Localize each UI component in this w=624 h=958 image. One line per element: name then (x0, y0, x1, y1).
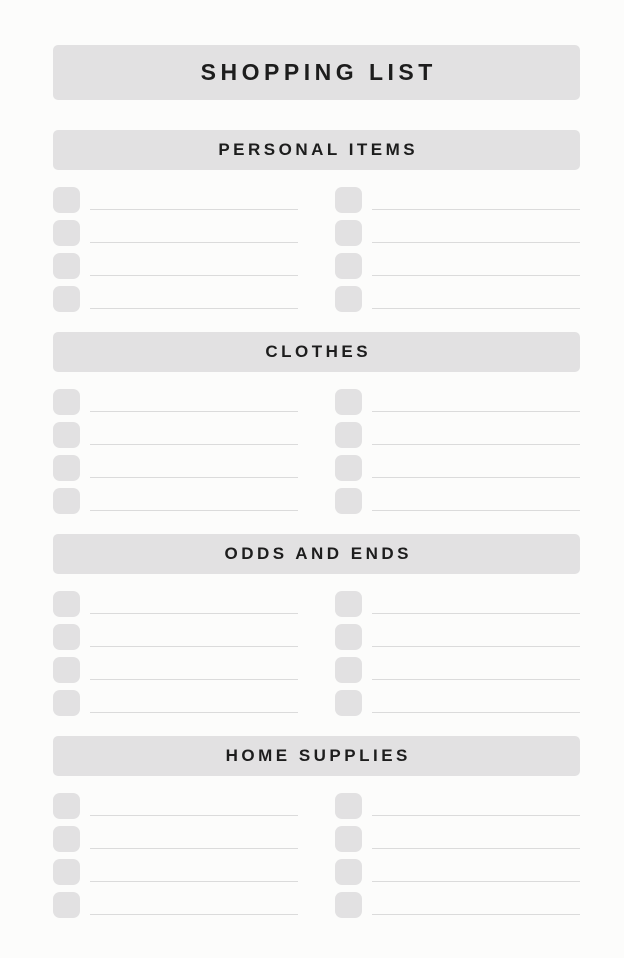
section-items (53, 389, 580, 514)
list-item (335, 455, 580, 481)
item-text-line[interactable] (372, 666, 580, 680)
checkbox[interactable] (53, 187, 80, 213)
list-item (53, 892, 298, 918)
checkbox[interactable] (53, 624, 80, 650)
list-item (53, 591, 298, 617)
list-item (53, 859, 298, 885)
item-text-line[interactable] (90, 666, 298, 680)
list-item (335, 859, 580, 885)
section (53, 332, 580, 514)
section-items (53, 591, 580, 716)
list-item (53, 286, 298, 312)
list-item (335, 187, 580, 213)
checkbox[interactable] (335, 220, 362, 246)
item-text-line[interactable] (372, 835, 580, 849)
item-text-line[interactable] (372, 295, 580, 309)
item-text-line[interactable] (90, 868, 298, 882)
sections-container (53, 130, 580, 918)
list-item (53, 187, 298, 213)
checkbox[interactable] (53, 690, 80, 716)
checkbox[interactable] (335, 624, 362, 650)
list-item (53, 657, 298, 683)
checkbox[interactable] (335, 455, 362, 481)
section-header: ODDS AND ENDS (53, 534, 580, 574)
checkbox[interactable] (335, 422, 362, 448)
item-text-line[interactable] (372, 699, 580, 713)
item-text-line[interactable] (90, 295, 298, 309)
list-item (335, 591, 580, 617)
item-text-line[interactable] (90, 229, 298, 243)
list-item (53, 624, 298, 650)
checkbox[interactable] (335, 488, 362, 514)
section-header: CLOTHES (53, 332, 580, 372)
checkbox[interactable] (335, 286, 362, 312)
list-item (335, 488, 580, 514)
checkbox[interactable] (53, 892, 80, 918)
list-item (53, 253, 298, 279)
item-text-line[interactable] (90, 835, 298, 849)
checkbox[interactable] (53, 422, 80, 448)
list-item (335, 253, 580, 279)
checkbox[interactable] (53, 859, 80, 885)
list-item (53, 389, 298, 415)
item-text-line[interactable] (372, 600, 580, 614)
section (53, 130, 580, 312)
checkbox[interactable] (53, 793, 80, 819)
list-item (335, 826, 580, 852)
list-item (335, 286, 580, 312)
checkbox[interactable] (53, 220, 80, 246)
item-text-line[interactable] (90, 802, 298, 816)
checkbox[interactable] (335, 591, 362, 617)
checkbox[interactable] (335, 187, 362, 213)
section-header: PERSONAL ITEMS (53, 130, 580, 170)
item-text-line[interactable] (90, 901, 298, 915)
checkbox[interactable] (335, 253, 362, 279)
item-text-line[interactable] (90, 633, 298, 647)
page-title: SHOPPING LIST (53, 45, 580, 100)
item-text-line[interactable] (372, 633, 580, 647)
item-text-line[interactable] (90, 464, 298, 478)
section-header: HOME SUPPLIES (53, 736, 580, 776)
checkbox[interactable] (335, 657, 362, 683)
list-item (53, 690, 298, 716)
item-text-line[interactable] (372, 464, 580, 478)
section (53, 534, 580, 716)
section (53, 736, 580, 918)
checkbox[interactable] (335, 690, 362, 716)
item-text-line[interactable] (90, 398, 298, 412)
list-item (335, 389, 580, 415)
item-text-line[interactable] (372, 262, 580, 276)
list-item (335, 220, 580, 246)
item-text-line[interactable] (90, 196, 298, 210)
item-text-line[interactable] (90, 497, 298, 511)
list-item (53, 793, 298, 819)
checkbox[interactable] (335, 826, 362, 852)
item-text-line[interactable] (90, 699, 298, 713)
list-item (53, 220, 298, 246)
list-item (53, 422, 298, 448)
checkbox[interactable] (53, 657, 80, 683)
checkbox[interactable] (53, 253, 80, 279)
checkbox[interactable] (53, 455, 80, 481)
checkbox[interactable] (335, 859, 362, 885)
item-text-line[interactable] (372, 398, 580, 412)
section-items (53, 793, 580, 918)
item-text-line[interactable] (372, 196, 580, 210)
item-text-line[interactable] (90, 431, 298, 445)
item-text-line[interactable] (372, 497, 580, 511)
checkbox[interactable] (53, 591, 80, 617)
list-item (335, 422, 580, 448)
item-text-line[interactable] (90, 262, 298, 276)
checkbox[interactable] (53, 286, 80, 312)
list-item (335, 657, 580, 683)
checkbox[interactable] (53, 389, 80, 415)
list-item (335, 892, 580, 918)
item-text-line[interactable] (372, 868, 580, 882)
list-item (53, 488, 298, 514)
item-text-line[interactable] (372, 431, 580, 445)
checkbox[interactable] (335, 793, 362, 819)
list-item (335, 690, 580, 716)
list-item (335, 793, 580, 819)
item-text-line[interactable] (372, 229, 580, 243)
checkbox[interactable] (335, 389, 362, 415)
list-item (53, 826, 298, 852)
item-text-line[interactable] (90, 600, 298, 614)
checkbox[interactable] (335, 892, 362, 918)
item-text-line[interactable] (372, 901, 580, 915)
list-item (53, 455, 298, 481)
checkbox[interactable] (53, 826, 80, 852)
section-items (53, 187, 580, 312)
checkbox[interactable] (53, 488, 80, 514)
item-text-line[interactable] (372, 802, 580, 816)
list-item (335, 624, 580, 650)
